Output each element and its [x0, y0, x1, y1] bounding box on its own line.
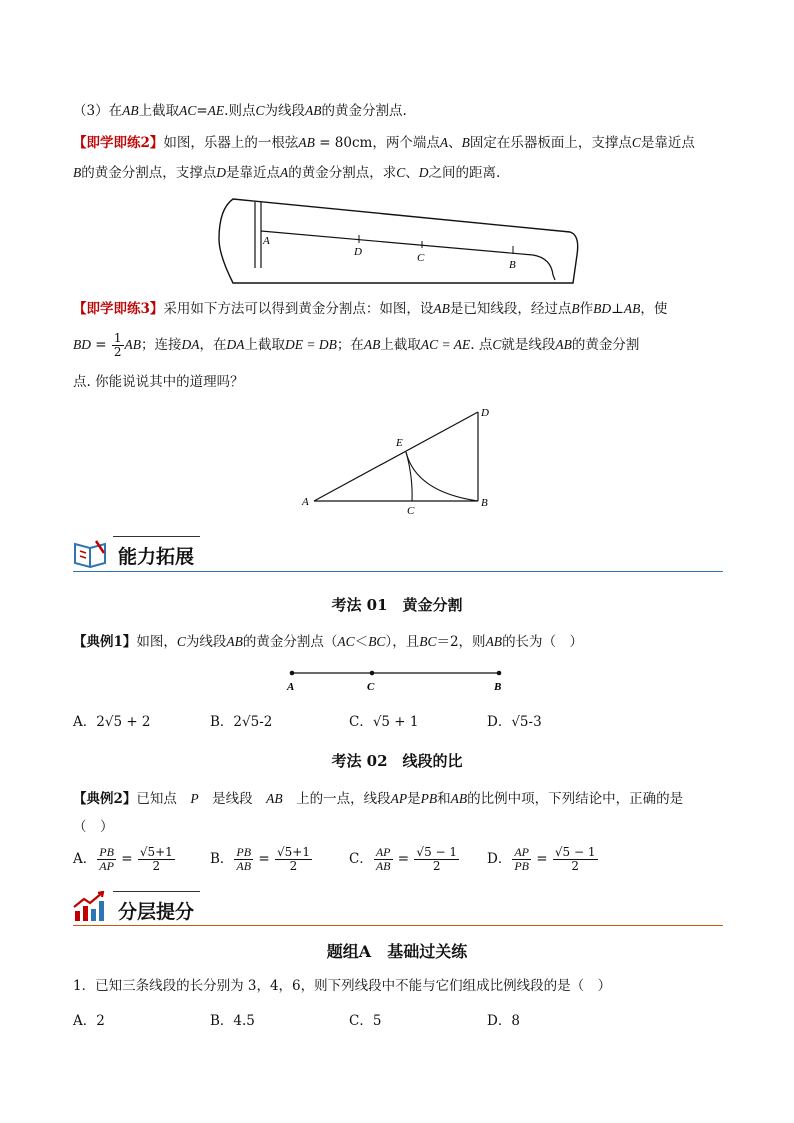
label-C: C	[367, 681, 375, 693]
point-A	[290, 671, 295, 676]
arc-E-B	[406, 452, 478, 501]
p3-line: （3）在AB上截取AC=AE.则点C为线段AB的黄金分割点.	[73, 103, 407, 119]
q3-option-b[interactable]: B．4.5	[210, 1013, 255, 1029]
triangle-figure	[296, 402, 506, 520]
label-D: D	[481, 407, 489, 419]
section2-overline	[113, 891, 200, 892]
q1-stem: 【典例1】如图，C为线段AB的黄金分割点（AC＜BC），且BC＝2，则AB的长为（ ）	[73, 634, 584, 650]
label-B: B	[481, 497, 488, 509]
ex3-line3: 点. 你能说说其中的道理吗？	[73, 374, 244, 390]
label-B: B	[494, 681, 502, 693]
one-half-fraction: $\frac{1}{2}$	[113, 331, 122, 359]
label-B: B	[509, 259, 516, 271]
ex2-line1: 【即学即练2】如图，乐器上的一根弦AB = 80cm，两个端点A、B固定在乐器板面上，支撑点C是靠近点	[73, 135, 695, 151]
label-A: A	[287, 681, 295, 693]
segment-AD	[314, 412, 478, 501]
instrument-figure	[215, 195, 585, 290]
ex2-line2: B的黄金分割点，支撑点D是靠近点A的黄金分割点，求C、D之间的距离.	[73, 165, 501, 181]
method2-title: 考法 02 线段的比	[331, 752, 463, 770]
ex3-line2: BD = $\frac{1}{2}$ AB；连接DA，在DA上截取DE = DB；在AB上截取AC = AE. 点C就是线段AB的黄金分割	[73, 331, 640, 359]
method1-title: 考法 01 黄金分割	[331, 596, 463, 614]
point-B	[497, 671, 502, 676]
label-C: C	[407, 505, 415, 517]
instrument-outline	[219, 199, 578, 283]
q2-option-b[interactable]: B． $\frac{PB}{AB}$ = $\frac{√5+1}{2}$	[210, 845, 310, 873]
label-A: A	[263, 235, 270, 247]
section1-title: 能力拓展	[118, 546, 195, 568]
q2-option-d[interactable]: D． $\frac{AP}{PB}$ = $\frac{√5 - 1}{2}$	[487, 845, 596, 873]
q2-stem: 【典例2】已知点 P 是线段 AB 上的一点，线段AP是PB和AB的比例中项，下列结论中，正确的是	[73, 791, 684, 807]
section2-rule	[73, 925, 723, 926]
q1-option-d[interactable]: D．√5-3	[487, 714, 542, 730]
section1-rule	[73, 571, 723, 572]
q1-option-a[interactable]: A．2√5 + 2	[73, 714, 151, 730]
q2-paren: （ ）	[73, 819, 114, 835]
q2-tag: 【典例2】	[73, 791, 137, 807]
section1-overline	[113, 536, 200, 537]
point-C	[370, 671, 375, 676]
q3-option-a[interactable]: A．2	[73, 1013, 105, 1029]
q3-option-c[interactable]: C．5	[349, 1013, 382, 1029]
q2-option-c[interactable]: C． $\frac{AP}{AB}$ = $\frac{√5 - 1}{2}$	[349, 845, 458, 873]
section2-title: 分层提分	[118, 901, 195, 923]
book-icon	[72, 536, 112, 570]
ex3-line1: 【即学即练3】采用如下方法可以得到黄金分割点：如图，设AB是已知线段，经过点B作BD⊥AB，使	[73, 301, 668, 317]
q3-stem: 1．已知三条线段的长分别为 3，4，6，则下列线段中不能与它们组成比例线段的是（ ）	[73, 978, 612, 994]
q1-option-c[interactable]: C．√5 + 1	[349, 714, 419, 730]
label-E: E	[396, 437, 403, 449]
groupA-title: 题组A 基础过关练	[326, 942, 468, 961]
instrument-string	[261, 231, 555, 280]
chart-growth-icon	[72, 891, 108, 923]
q1-tag: 【典例1】	[73, 634, 137, 650]
q2-option-a[interactable]: A． $\frac{PB}{AP}$ = $\frac{√5+1}{2}$	[73, 845, 173, 873]
q1-option-b[interactable]: B．2√5-2	[210, 714, 273, 730]
label-A: A	[302, 496, 309, 508]
ex2-tag: 【即学即练2】	[73, 135, 164, 151]
segment-figure	[284, 665, 514, 695]
arc-E-C	[406, 452, 412, 501]
q3-option-d[interactable]: D．8	[487, 1013, 520, 1029]
ex3-tag: 【即学即练3】	[73, 301, 164, 317]
label-D: D	[354, 246, 362, 258]
label-C: C	[417, 252, 425, 264]
